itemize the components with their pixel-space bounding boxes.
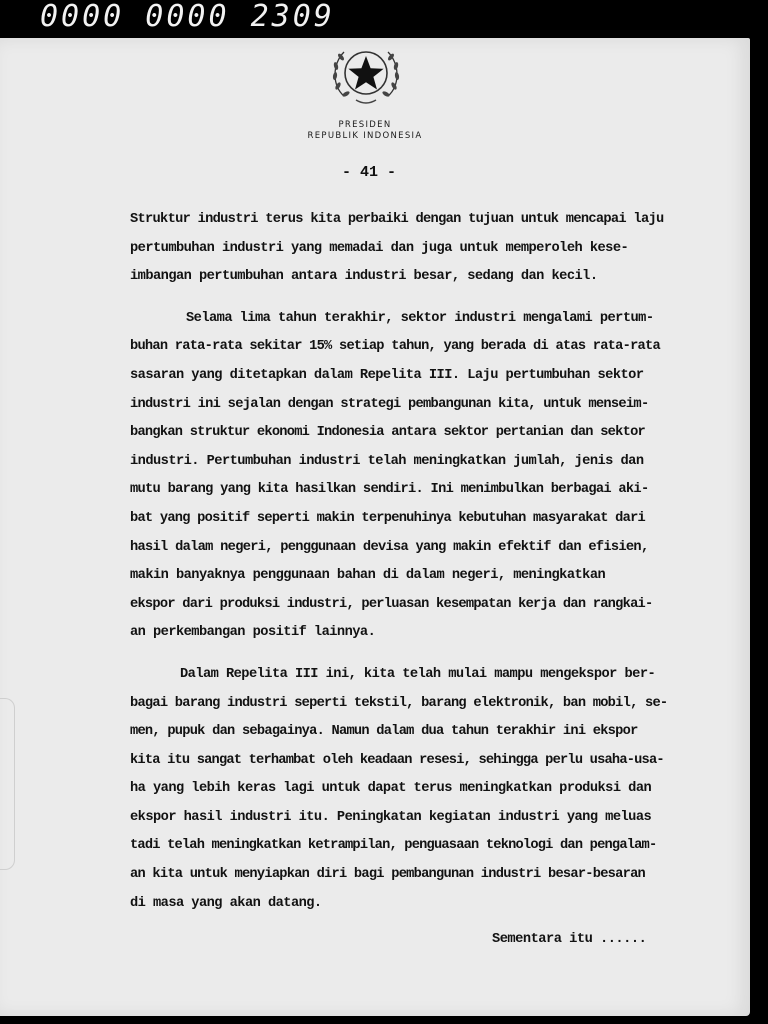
text-line: sasaran yang ditetapkan dalam Repelita III. Laju pertumbuhan sektor bbox=[130, 367, 644, 383]
frame-code: 0000 0000 2309 bbox=[40, 0, 335, 34]
paragraph-3 bbox=[130, 661, 668, 918]
text-line: Selama lima tahun terakhir, sektor industri mengalami pertum- bbox=[186, 310, 654, 326]
text-line: bat yang positif seperti makin terpenuhinya kebutuhan masyarakat dari bbox=[130, 510, 646, 526]
text-line: bangkan struktur ekonomi Indonesia antara sektor pertanian dan sektor bbox=[130, 425, 646, 441]
text-line: Dalam Repelita III ini, kita telah mulai mampu mengekspor ber- bbox=[180, 666, 656, 682]
paragraph-1 bbox=[130, 206, 664, 292]
text-line: bagai barang industri seperti tekstil, barang elektronik, ban mobil, se- bbox=[130, 695, 668, 711]
text-line: pertumbuhan industri yang memadai dan juga untuk memperoleh kese- bbox=[130, 240, 629, 256]
text-line: ekspor hasil industri itu. Peningkatan kegiatan industri yang meluas bbox=[130, 809, 652, 825]
text-line: makin banyaknya penggunaan bahan di dalam negeri, meningkatkan bbox=[130, 568, 606, 584]
continuation-text: Sementara itu ...... bbox=[492, 932, 647, 947]
document-page bbox=[0, 38, 750, 1016]
paragraph-2 bbox=[130, 305, 660, 648]
text-line: mutu barang yang kita hasilkan sendiri. Ini menimbulkan berbagai aki- bbox=[130, 482, 649, 498]
text-line: kita itu sangat terhambat oleh keadaan resesi, sehingga perlu usaha-usa- bbox=[130, 752, 664, 768]
text-line: Struktur industri terus kita perbaiki dengan tujuan untuk mencapai laju bbox=[130, 212, 664, 227]
text-line: hasil dalam negeri, penggunaan devisa yang makin efektif dan efisien, bbox=[130, 539, 649, 555]
body-text bbox=[130, 206, 668, 931]
text-line: tadi telah meningkatkan ketrampilan, penguasaan teknologi dan pengalam- bbox=[130, 838, 657, 854]
bottom-border bbox=[0, 1016, 768, 1024]
garuda-star-emblem-icon bbox=[324, 42, 408, 108]
text-line: ekspor dari produksi industri, perluasan kesempatan kerja dan rangkai- bbox=[130, 596, 653, 612]
text-line: di masa yang akan datang. bbox=[130, 895, 322, 911]
header-president: PRESIDEN bbox=[338, 120, 392, 130]
page-number: - 41 - bbox=[341, 164, 396, 181]
text-line: an perkembangan positif lainnya. bbox=[130, 625, 376, 641]
text-line: ha yang lebih keras lagi untuk dapat terus meningkatkan produksi dan bbox=[130, 781, 652, 797]
text-line: industri ini sejalan dengan strategi pembangunan kita, untuk menseim- bbox=[130, 396, 649, 412]
text-line: imbangan pertumbuhan antara industri besar, sedang dan kecil. bbox=[130, 269, 598, 285]
film-frame-strip bbox=[0, 0, 768, 38]
page-edge-mark bbox=[0, 698, 15, 870]
text-line: men, pupuk dan sebagainya. Namun dalam dua tahun terakhir ini ekspor bbox=[130, 724, 638, 740]
text-line: buhan rata-rata sekitar 15% setiap tahun, yang berada di atas rata-rata bbox=[130, 339, 660, 355]
header-republic: REPUBLIK INDONESIA bbox=[307, 131, 423, 141]
text-line: an kita untuk menyiapkan diri bagi pembangunan industri besar-besaran bbox=[130, 867, 646, 883]
text-line: industri. Pertumbuhan industri telah meningkatkan jumlah, jenis dan bbox=[130, 453, 644, 469]
